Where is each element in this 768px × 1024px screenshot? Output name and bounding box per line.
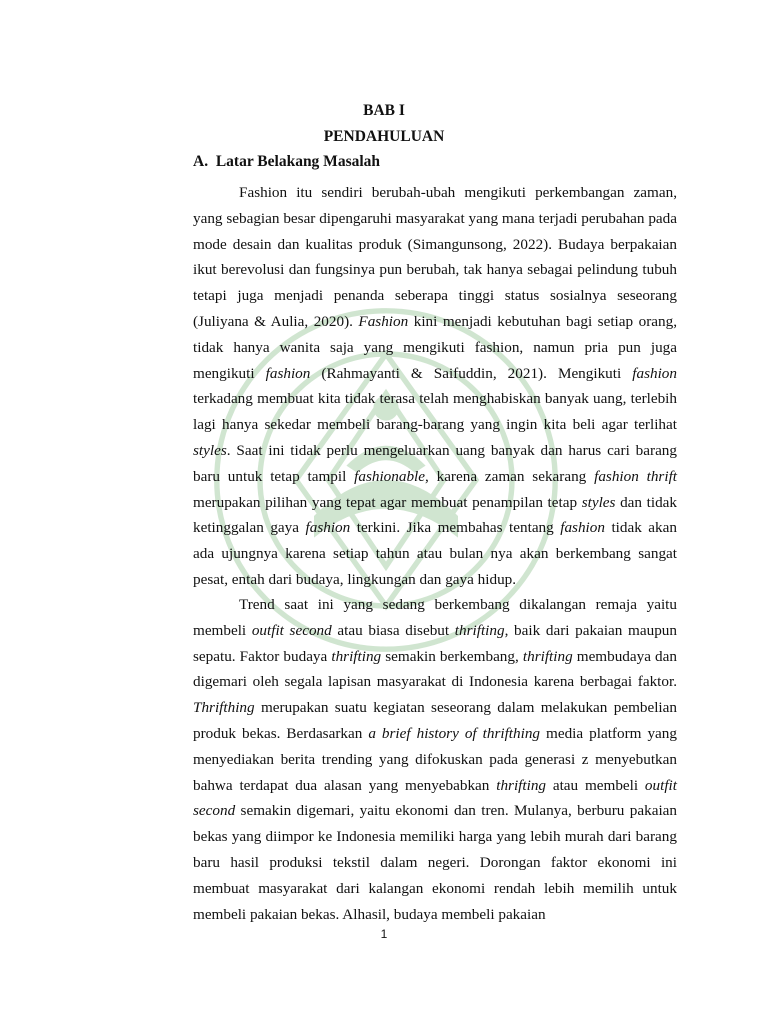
page-number: 1 [380, 927, 388, 941]
chapter-title: PENDAHULUAN [323, 128, 445, 145]
italic-term: fashionable [354, 467, 425, 485]
italic-term: fashion [265, 364, 311, 382]
text-run: dan tidak ketinggalan gaya [193, 493, 677, 537]
paragraph-1 [193, 180, 677, 593]
text-run: atau biasa disebut [331, 621, 455, 639]
italic-term: thrifting [496, 776, 547, 794]
italic-term: fashion [560, 519, 605, 537]
text-run: . Saat ini tidak perlu mengeluarkan uang banyak dan harus cari barang baru untuk tetap tampil [193, 441, 677, 485]
italic-term: outfit second [193, 776, 677, 820]
text-run: Fashion itu sendiri berubah-ubah mengikuti perkembangan zaman, yang sebagian besar dipengaruhi masyarakat yang mana terjadi perubahan pada mode desain dan kualitas produk (Simangunsong, 2022). Budaya berpakaian ikut berevolusi dan fungsinya pun berubah, tak hanya sebagai pelindung tubuh tetapi juga menjadi penanda seberapa tinggi status sosialnya seseorang (Juliyana & Aulia, 2020). [193, 184, 677, 330]
text-run: merupakan pilihan yang tepat agar membuat penampilan tetap [193, 493, 582, 511]
text-run: Trend saat ini yang sedang berkembang dikalangan remaja yaitu membeli [193, 596, 677, 639]
section-heading: A. Latar Belakang Masalah [193, 153, 381, 170]
text-run: media platform yang menyediakan berita trending yang difokuskan pada generasi z menyebutkan bahwa terdapat dua alasan yang menyebabkan [193, 724, 677, 794]
italic-term: fashion thrift [594, 467, 678, 485]
italic-term: outfit second [251, 621, 332, 639]
text-run: , baik dari pakaian maupun sepatu. Faktor budaya [193, 621, 677, 665]
text-run: kini menjadi kebutuhan bagi setiap orang, tidak hanya wanita saja yang mengikuti fashion, namun pria pun juga mengikuti [193, 312, 677, 382]
text-run: semakin digemari, yaitu ekonomi dan tren. Mulanya, berburu pakaian bekas yang diimpor ke Indonesia memiliki harga yang lebih murah dari barang baru hasil produksi tekstil dalam negeri. Dorongan faktor ekonomi ini membuat masyarakat dari kalangan ekonomi rendah lebih memilih untuk membeli pakaian bekas. Alhasil, budaya membeli pakaian [193, 802, 677, 923]
italic-term: Thrifthing [193, 699, 255, 717]
text-run: (Rahmayanti & Saifuddin, 2021). Mengikuti [310, 364, 633, 382]
italic-term: a brief history of thrifthing [368, 724, 541, 742]
italic-term: fashion [305, 519, 351, 537]
text-run: terkini. Jika membahas tentang [350, 519, 561, 537]
italic-term: thrifting [454, 621, 505, 639]
italic-term: styles [581, 493, 616, 511]
text-run: tidak akan ada ujungnya karena setiap tahun atau bulan nya akan berkembang sangat pesat, entah dari budaya, lingkungan dan gaya hidup. [193, 519, 677, 588]
text-run: merupakan suatu kegiatan seseorang dalam melakukan pembelian produk bekas. Berdasarkan [193, 699, 677, 742]
text-run: terkadang membuat kita tidak terasa telah menghabiskan banyak uang, terlebih lagi hanya sekedar membeli barang-barang yang ingin kita beli agar terlihat [193, 390, 677, 434]
text-run: , karena zaman sekarang [425, 467, 595, 485]
italic-term: thrifting [522, 647, 573, 665]
italic-term: styles [193, 441, 227, 459]
text-run: semakin berkembang, [381, 647, 523, 665]
italic-term: thrifting [331, 647, 382, 665]
text-run: atau membeli [546, 776, 645, 794]
italic-term: fashion [632, 364, 677, 382]
italic-term: Fashion [358, 312, 409, 330]
paragraph-2 [193, 592, 677, 927]
text-run: membudaya dan digemari oleh segala lapisan masyarakat di Indonesia karena berbagai faktor. [193, 647, 677, 691]
chapter-number: BAB I [363, 102, 405, 119]
